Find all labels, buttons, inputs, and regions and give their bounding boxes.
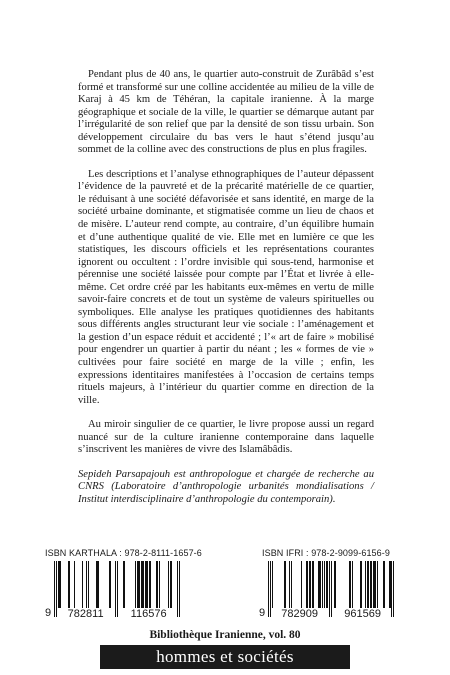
barcode-bar (289, 561, 290, 608)
barcode-bar (137, 561, 140, 608)
barcode-bar (365, 561, 366, 608)
barcode-bar (170, 561, 172, 608)
paragraph-3: Au miroir singulier de ce quartier, le livre propose aussi un regard nuancé sur de la culture iranienne contemporaine dans laquelle s’inscrivent les manières de vivre des Islamâbâdis. (78, 419, 374, 456)
series-title: Bibliothèque Iranienne, vol. 80 (149, 629, 301, 641)
barcode-bar (318, 561, 321, 608)
barcode-bar (58, 561, 61, 608)
barcode-bar (145, 561, 148, 608)
barcode-bar (272, 561, 273, 608)
barcode-bar (284, 561, 286, 608)
barcode-bar (352, 561, 353, 608)
barcode-bar (168, 561, 169, 608)
back-cover-text (78, 69, 374, 519)
isbn-karthala-label: ISBN KARTHALA : 978-2-8111-1657-6 (45, 548, 202, 558)
barcode-karthala (45, 561, 180, 620)
barcode-bar (370, 561, 372, 608)
barcode-bar (68, 561, 70, 608)
barcode-bar (149, 561, 151, 608)
barcode-bar (123, 561, 125, 608)
barcode-bar (306, 561, 308, 608)
barcode-bar (377, 561, 378, 608)
paragraph-1: Pendant plus de 40 ans, le quartier auto-construit de Zurâbâd s’est formé et transformé sur une colline accidentée au milieu de la ville de Karaj à 45 km de Téhéran, la capitale iranienne. À la marge géographique et sociale de la ville, le quartier se démarque autant par l’irrégularité de son relief que par la densité de son tissu urbain. Son développement circulaire du bas vers le haut s’étend jusqu’au sommet de la colline avec des constructions de plus en plus fragiles. (78, 69, 374, 156)
barcode-bar (159, 561, 160, 608)
barcode-bar (156, 561, 158, 608)
barcode-bar (360, 561, 362, 608)
barcode-bar (334, 561, 336, 608)
barcode-bar (301, 561, 302, 608)
barcode-bar (291, 561, 292, 608)
barcode-bar (309, 561, 311, 608)
barcode-digits-group1: 782811 (67, 608, 104, 620)
barcode-bar (88, 561, 89, 608)
barcode-bar (141, 561, 144, 608)
barcode-lead-digit: 9 (45, 607, 52, 619)
barcode-bar (109, 561, 111, 608)
barcode-lead-digit: 9 (259, 607, 266, 619)
barcode-bar (326, 561, 328, 608)
barcode-ifri (259, 561, 394, 620)
barcode-bar (373, 561, 376, 608)
paragraph-2: Les descriptions et l’analyse ethnographiques de l’auteur dépassent l’évidence de la pauvreté et de la précarité matérielle de ce quartier, le réduisant à une société défavorisée et sans identité, en marge de la société urbaine dominante, et stigmatisée comme un lieu de chaos et de misère. L’auteur rend compte, au contraire, d’un équilibre humain et d’une authentique qualité de vie. Elle met en lumière ce que les statistiques, les discours officiels et les représentations courantes ignorent ou occultent : l’ordre invisible qui sous-tend, harmonise et pérennise une société laissée pour compte par l’État et livrée à elle-même. Cet ordre créé par les habitants eux-mêmes en vertu de mille savoir-faire concrets et de tout un système de valeurs spirituelles ou symboliques. Elle analyse les pratiques quotidiennes des habitants sous différents angles structurant leur vie sociale : l’aménagement et la gestion d’un espace réduit et accidenté ; l’« art de faire » mobilisé pour engendrer un quartier à partir du néant ; les « formes de vie » cultivées pour faire société en marge de la ville ; enfin, les expressions identitaires manifestées à l’occasion de certains temps rituels majeurs, à l’intérieur du quartier comme en direction de la ville. (78, 168, 374, 406)
author-bio: Sepideh Parsapajouh est anthropologue et chargée de recherche au CNRS (Laboratoire d’anthropologie urbanités mondialisations / Institut interdisciplinaire d’anthropologie du contemporain). (78, 468, 374, 505)
barcode-digits-group1: 782909 (281, 608, 318, 620)
barcode-bar (86, 561, 87, 608)
barcode-bar (74, 561, 75, 608)
barcode-bar (312, 561, 314, 608)
barcode-bar (383, 561, 385, 608)
isbn-ifri-label: ISBN IFRI : 978-2-9099-6156-9 (262, 548, 390, 558)
barcode-bar (367, 561, 369, 608)
barcode-bar (135, 561, 136, 608)
barcode-digits-group2: 961569 (344, 608, 381, 620)
barcode-bar (349, 561, 351, 608)
barcode-digits-group2: 116576 (130, 608, 167, 620)
barcode-bar (324, 561, 325, 608)
barcode-bar (322, 561, 323, 608)
collection-label: hommes et sociétés (100, 645, 350, 669)
barcode-bar (96, 561, 99, 608)
barcode-bar (82, 561, 83, 608)
